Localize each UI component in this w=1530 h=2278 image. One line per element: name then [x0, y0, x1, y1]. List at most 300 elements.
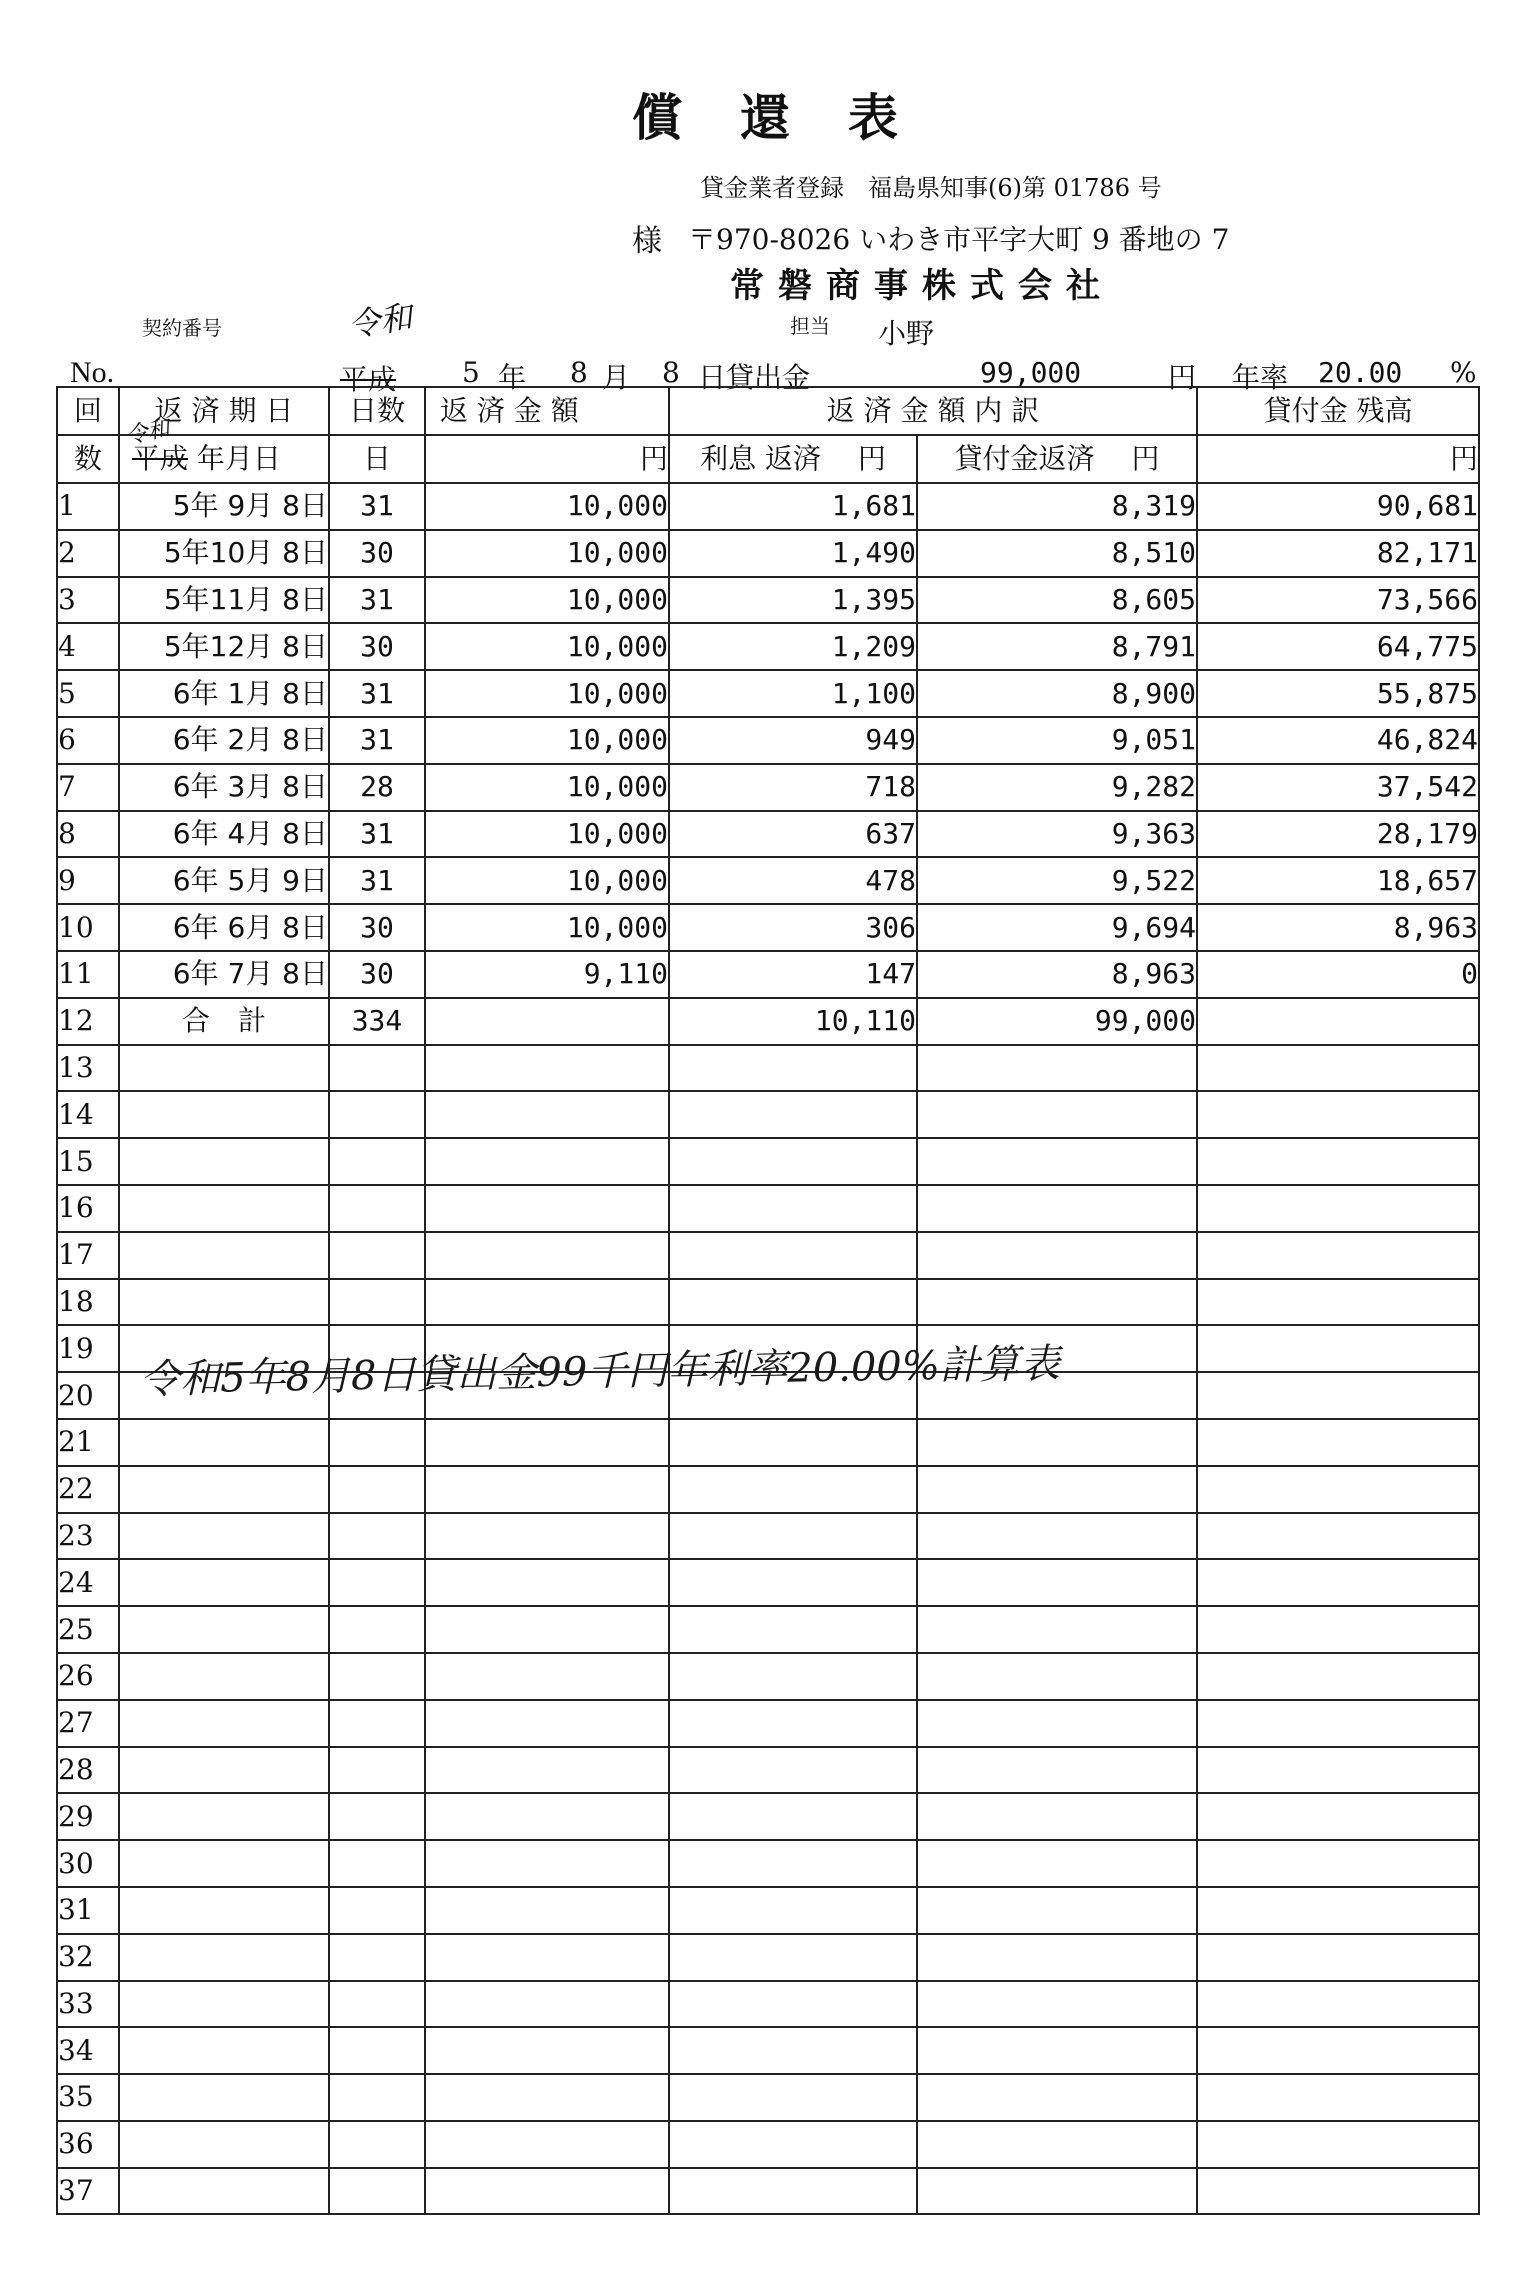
empty-cell — [425, 2121, 669, 2168]
row-principal: 9,051 — [917, 717, 1197, 764]
empty-cell — [917, 1232, 1197, 1279]
empty-cell — [425, 1091, 669, 1138]
empty-cell — [425, 1045, 669, 1092]
row-amount: 10,000 — [425, 811, 669, 858]
empty-cell — [1197, 1232, 1479, 1279]
empty-cell — [917, 2074, 1197, 2121]
empty-cell — [425, 1606, 669, 1653]
empty-cell — [1197, 1653, 1479, 1700]
empty-cell — [669, 2168, 917, 2215]
rate-value: 20.00 — [1318, 356, 1403, 389]
repayment-table — [56, 386, 1480, 2215]
lender-registration: 貸金業者登録 福島県知事(6)第 01786 号 — [700, 174, 1162, 202]
row-number: 32 — [57, 1934, 119, 1981]
empty-cell — [917, 2027, 1197, 2074]
empty-cell — [669, 1606, 917, 1653]
empty-cell — [1197, 1513, 1479, 1560]
row-number: 21 — [57, 1419, 119, 1466]
header-date-format: 年月日 — [196, 442, 281, 475]
header-days-2: 日 — [329, 435, 425, 483]
row-number: 30 — [57, 1840, 119, 1887]
empty-cell — [669, 1559, 917, 1606]
empty-cell — [669, 1419, 917, 1466]
rate-label: 年率 — [1232, 361, 1289, 394]
row-amount: 10,000 — [425, 483, 669, 530]
row-date: 6年 3月 8日 — [119, 764, 329, 811]
empty-cell — [329, 1091, 425, 1138]
empty-row — [57, 1653, 1479, 1700]
empty-cell — [1197, 2074, 1479, 2121]
header-balance: 貸付金 残高 — [1197, 387, 1479, 435]
handwritten-note: 令和5年8月8日貸出金99千円年利率20.00%計算表 — [139, 1340, 1061, 1404]
row-number: 25 — [57, 1606, 119, 1653]
empty-cell — [917, 1279, 1197, 1326]
empty-cell — [1197, 1793, 1479, 1840]
empty-cell — [119, 2074, 329, 2121]
empty-cell — [1197, 1887, 1479, 1934]
row-days: 31 — [329, 717, 425, 764]
empty-cell — [917, 1981, 1197, 2028]
empty-cell — [917, 1419, 1197, 1466]
empty-cell — [425, 1279, 669, 1326]
empty-cell — [119, 1138, 329, 1185]
empty-cell — [917, 1513, 1197, 1560]
empty-cell — [669, 1934, 917, 1981]
row-number: 2 — [57, 530, 119, 577]
empty-row — [57, 1419, 1479, 1466]
empty-cell — [119, 1279, 329, 1326]
row-number: 24 — [57, 1559, 119, 1606]
row-number: 18 — [57, 1279, 119, 1326]
row-date: 5年12月 8日 — [119, 623, 329, 670]
loan-month: 8 — [570, 356, 588, 389]
row-date: 6年 7月 8日 — [119, 951, 329, 998]
empty-cell — [669, 1840, 917, 1887]
empty-cell — [425, 1747, 669, 1794]
total-row-number: 12 — [57, 998, 119, 1045]
empty-cell — [425, 1887, 669, 1934]
row-number: 1 — [57, 483, 119, 530]
no-label: No. — [70, 356, 115, 389]
row-number: 4 — [57, 623, 119, 670]
header-amount-2: 円 — [425, 435, 669, 483]
row-amount: 10,000 — [425, 717, 669, 764]
empty-cell — [329, 1747, 425, 1794]
row-days: 31 — [329, 857, 425, 904]
table-row — [57, 670, 1479, 717]
row-number: 35 — [57, 2074, 119, 2121]
row-number: 6 — [57, 717, 119, 764]
empty-cell — [329, 1653, 425, 1700]
table-row — [57, 577, 1479, 624]
empty-cell — [425, 2074, 669, 2121]
empty-cell — [669, 1747, 917, 1794]
header-days: 日数 — [329, 387, 425, 435]
table-row — [57, 623, 1479, 670]
row-number: 36 — [57, 2121, 119, 2168]
staff-label: 担当 — [790, 314, 830, 338]
empty-row — [57, 1887, 1479, 1934]
era-struck: 平成 — [340, 363, 397, 396]
empty-cell — [119, 1653, 329, 1700]
empty-cell — [425, 1232, 669, 1279]
row-number: 8 — [57, 811, 119, 858]
row-number: 19 — [57, 1325, 119, 1372]
honorific-sama: 様 — [632, 224, 662, 259]
row-number: 5 — [57, 670, 119, 717]
row-amount: 10,000 — [425, 530, 669, 577]
empty-cell — [917, 1934, 1197, 1981]
empty-cell — [119, 1700, 329, 1747]
empty-cell — [329, 2074, 425, 2121]
empty-cell — [329, 1934, 425, 1981]
row-date: 6年 1月 8日 — [119, 670, 329, 717]
row-principal: 9,282 — [917, 764, 1197, 811]
row-amount: 10,000 — [425, 764, 669, 811]
empty-cell — [917, 1653, 1197, 1700]
empty-row — [57, 1185, 1479, 1232]
row-number: 10 — [57, 904, 119, 951]
empty-cell — [119, 1747, 329, 1794]
empty-cell — [329, 1419, 425, 1466]
loan-year-unit: 年 — [498, 361, 527, 394]
empty-row — [57, 1045, 1479, 1092]
empty-cell — [119, 1419, 329, 1466]
header-kai: 回 — [57, 387, 119, 435]
row-interest: 1,490 — [669, 530, 917, 577]
empty-cell — [669, 2121, 917, 2168]
row-number: 14 — [57, 1091, 119, 1138]
row-principal: 9,363 — [917, 811, 1197, 858]
staff-name: 小野 — [878, 317, 935, 350]
row-interest: 949 — [669, 717, 917, 764]
table-row — [57, 483, 1479, 530]
empty-cell — [329, 1887, 425, 1934]
empty-cell — [917, 1185, 1197, 1232]
empty-row — [57, 2027, 1479, 2074]
empty-cell — [1197, 1466, 1479, 1513]
empty-cell — [329, 1981, 425, 2028]
total-label: 合 計 — [119, 998, 329, 1045]
empty-cell — [425, 2168, 669, 2215]
empty-row — [57, 1138, 1479, 1185]
row-amount: 10,000 — [425, 670, 669, 717]
row-balance: 90,681 — [1197, 483, 1479, 530]
empty-cell — [119, 1981, 329, 2028]
row-balance: 46,824 — [1197, 717, 1479, 764]
empty-cell — [329, 1793, 425, 1840]
row-principal: 8,605 — [917, 577, 1197, 624]
row-principal: 8,510 — [917, 530, 1197, 577]
header-kai-2: 数 — [57, 435, 119, 483]
empty-cell — [917, 1045, 1197, 1092]
total-balance-empty — [1197, 998, 1479, 1045]
row-principal: 8,900 — [917, 670, 1197, 717]
row-principal: 9,522 — [917, 857, 1197, 904]
empty-cell — [917, 1747, 1197, 1794]
row-days: 31 — [329, 577, 425, 624]
empty-cell — [425, 1700, 669, 1747]
empty-cell — [329, 1185, 425, 1232]
row-number: 3 — [57, 577, 119, 624]
table-row — [57, 857, 1479, 904]
total-row — [57, 998, 1479, 1045]
empty-row — [57, 1840, 1479, 1887]
loan-month-unit: 月 — [602, 361, 631, 394]
rate-unit: % — [1450, 356, 1477, 389]
row-number: 11 — [57, 951, 119, 998]
row-balance: 64,775 — [1197, 623, 1479, 670]
row-interest: 718 — [669, 764, 917, 811]
document-title: 償還表 — [632, 88, 956, 147]
empty-cell — [917, 1700, 1197, 1747]
row-balance: 0 — [1197, 951, 1479, 998]
empty-cell — [669, 1887, 917, 1934]
row-principal: 9,694 — [917, 904, 1197, 951]
table-row — [57, 904, 1479, 951]
empty-cell — [917, 1887, 1197, 1934]
table-row — [57, 530, 1479, 577]
empty-cell — [119, 1559, 329, 1606]
empty-cell — [1197, 1372, 1479, 1419]
row-date: 5年 9月 8日 — [119, 483, 329, 530]
loan-year: 5 — [462, 356, 480, 389]
empty-row — [57, 1232, 1479, 1279]
empty-cell — [119, 1887, 329, 1934]
row-number: 37 — [57, 2168, 119, 2215]
empty-cell — [669, 1513, 917, 1560]
empty-cell — [1197, 1559, 1479, 1606]
row-balance: 82,171 — [1197, 530, 1479, 577]
total-amount-empty — [425, 998, 669, 1045]
empty-cell — [329, 1513, 425, 1560]
empty-cell — [917, 1559, 1197, 1606]
empty-cell — [669, 1793, 917, 1840]
empty-cell — [119, 1466, 329, 1513]
row-days: 30 — [329, 530, 425, 577]
header-principal: 貸付金返済 円 — [917, 435, 1197, 483]
row-date: 6年 4月 8日 — [119, 811, 329, 858]
row-number: 34 — [57, 2027, 119, 2074]
row-balance: 73,566 — [1197, 577, 1479, 624]
row-balance: 8,963 — [1197, 904, 1479, 951]
row-interest: 147 — [669, 951, 917, 998]
row-number: 22 — [57, 1466, 119, 1513]
empty-cell — [669, 1466, 917, 1513]
empty-cell — [329, 1138, 425, 1185]
empty-cell — [329, 2121, 425, 2168]
empty-cell — [425, 1934, 669, 1981]
row-days: 30 — [329, 904, 425, 951]
empty-cell — [1197, 1700, 1479, 1747]
empty-row — [57, 1981, 1479, 2028]
empty-cell — [669, 1981, 917, 2028]
empty-cell — [669, 1138, 917, 1185]
empty-row — [57, 1513, 1479, 1560]
empty-cell — [425, 1419, 669, 1466]
empty-row — [57, 1700, 1479, 1747]
header-amount: 返 済 金 額 — [425, 387, 669, 435]
empty-cell — [119, 1091, 329, 1138]
empty-row — [57, 1559, 1479, 1606]
empty-row — [57, 1279, 1479, 1326]
header-era: 平成 — [132, 442, 189, 475]
empty-cell — [329, 2027, 425, 2074]
row-number: 26 — [57, 1653, 119, 1700]
empty-cell — [119, 2027, 329, 2074]
total-days: 334 — [329, 998, 425, 1045]
row-days: 30 — [329, 951, 425, 998]
empty-row — [57, 2121, 1479, 2168]
empty-cell — [669, 1232, 917, 1279]
row-number: 16 — [57, 1185, 119, 1232]
row-date: 6年 6月 8日 — [119, 904, 329, 951]
row-principal: 8,963 — [917, 951, 1197, 998]
empty-cell — [669, 1091, 917, 1138]
contract-number-label: 契約番号 — [142, 316, 222, 340]
row-days: 31 — [329, 811, 425, 858]
empty-cell — [669, 2074, 917, 2121]
empty-cell — [119, 1185, 329, 1232]
row-principal: 8,319 — [917, 483, 1197, 530]
empty-cell — [329, 1840, 425, 1887]
row-date: 6年 5月 9日 — [119, 857, 329, 904]
row-interest: 637 — [669, 811, 917, 858]
empty-row — [57, 1793, 1479, 1840]
empty-cell — [1197, 1981, 1479, 2028]
row-number: 15 — [57, 1138, 119, 1185]
header-era-hand: 令和 — [123, 415, 173, 450]
row-number: 9 — [57, 857, 119, 904]
row-number: 23 — [57, 1513, 119, 1560]
empty-cell — [425, 1793, 669, 1840]
row-number: 27 — [57, 1700, 119, 1747]
loan-amount-label: 日貸出金 — [698, 361, 811, 394]
empty-cell — [1197, 1840, 1479, 1887]
row-amount: 10,000 — [425, 577, 669, 624]
row-interest: 1,681 — [669, 483, 917, 530]
header-date-2 — [119, 415, 329, 483]
empty-cell — [917, 1840, 1197, 1887]
empty-cell — [669, 1279, 917, 1326]
empty-cell — [425, 1466, 669, 1513]
empty-row — [57, 1747, 1479, 1794]
header-row-2 — [57, 435, 1479, 483]
empty-cell — [1197, 1138, 1479, 1185]
empty-cell — [425, 1653, 669, 1700]
empty-cell — [119, 1840, 329, 1887]
row-amount: 9,110 — [425, 951, 669, 998]
row-days: 31 — [329, 670, 425, 717]
loan-amount: 99,000 — [980, 356, 1082, 389]
row-number: 33 — [57, 1981, 119, 2028]
empty-cell — [1197, 1185, 1479, 1232]
empty-cell — [1197, 1606, 1479, 1653]
empty-row — [57, 1091, 1479, 1138]
header-breakdown: 返 済 金 額 内 訳 — [669, 387, 1197, 435]
empty-cell — [425, 1138, 669, 1185]
empty-cell — [1197, 1091, 1479, 1138]
empty-cell — [1197, 1325, 1479, 1372]
loan-day: 8 — [662, 356, 680, 389]
empty-cell — [329, 1466, 425, 1513]
empty-cell — [1197, 1747, 1479, 1794]
header-interest: 利息 返済 円 — [669, 435, 917, 483]
row-interest: 1,100 — [669, 670, 917, 717]
empty-cell — [329, 1606, 425, 1653]
empty-cell — [425, 1981, 669, 2028]
empty-cell — [917, 1138, 1197, 1185]
header-balance-2: 円 — [1197, 435, 1479, 483]
row-number: 29 — [57, 1793, 119, 1840]
empty-cell — [329, 1045, 425, 1092]
row-balance: 18,657 — [1197, 857, 1479, 904]
row-amount: 10,000 — [425, 623, 669, 670]
total-interest: 10,110 — [669, 998, 917, 1045]
row-interest: 478 — [669, 857, 917, 904]
row-days: 30 — [329, 623, 425, 670]
empty-cell — [669, 1700, 917, 1747]
row-number: 20 — [57, 1372, 119, 1419]
empty-row — [57, 1466, 1479, 1513]
empty-cell — [1197, 2168, 1479, 2215]
row-interest: 306 — [669, 904, 917, 951]
row-date: 6年 2月 8日 — [119, 717, 329, 764]
table-row — [57, 764, 1479, 811]
row-number: 17 — [57, 1232, 119, 1279]
empty-cell — [669, 2027, 917, 2074]
row-interest: 1,209 — [669, 623, 917, 670]
row-date: 5年10月 8日 — [119, 530, 329, 577]
empty-cell — [329, 1279, 425, 1326]
empty-cell — [425, 1559, 669, 1606]
row-interest: 1,395 — [669, 577, 917, 624]
empty-cell — [425, 1513, 669, 1560]
empty-cell — [119, 1045, 329, 1092]
empty-cell — [917, 2168, 1197, 2215]
row-days: 31 — [329, 483, 425, 530]
empty-cell — [669, 1653, 917, 1700]
row-number: 7 — [57, 764, 119, 811]
empty-cell — [119, 2121, 329, 2168]
empty-cell — [329, 2168, 425, 2215]
empty-cell — [425, 1840, 669, 1887]
empty-cell — [119, 1606, 329, 1653]
company-name: 常磐商事株式会社 — [730, 266, 1114, 306]
row-principal: 8,791 — [917, 623, 1197, 670]
empty-cell — [119, 1934, 329, 1981]
empty-cell — [1197, 1419, 1479, 1466]
empty-cell — [119, 1232, 329, 1279]
empty-cell — [329, 1232, 425, 1279]
row-balance: 55,875 — [1197, 670, 1479, 717]
empty-cell — [329, 1559, 425, 1606]
empty-cell — [917, 1793, 1197, 1840]
row-date: 5年11月 8日 — [119, 577, 329, 624]
row-amount: 10,000 — [425, 857, 669, 904]
empty-cell — [917, 1466, 1197, 1513]
row-days: 28 — [329, 764, 425, 811]
empty-cell — [917, 1606, 1197, 1653]
empty-cell — [119, 1793, 329, 1840]
empty-cell — [119, 2168, 329, 2215]
header-row-1 — [57, 387, 1479, 435]
empty-cell — [1197, 2121, 1479, 2168]
empty-row — [57, 2074, 1479, 2121]
empty-cell — [669, 1185, 917, 1232]
empty-cell — [329, 1700, 425, 1747]
row-number: 13 — [57, 1045, 119, 1092]
